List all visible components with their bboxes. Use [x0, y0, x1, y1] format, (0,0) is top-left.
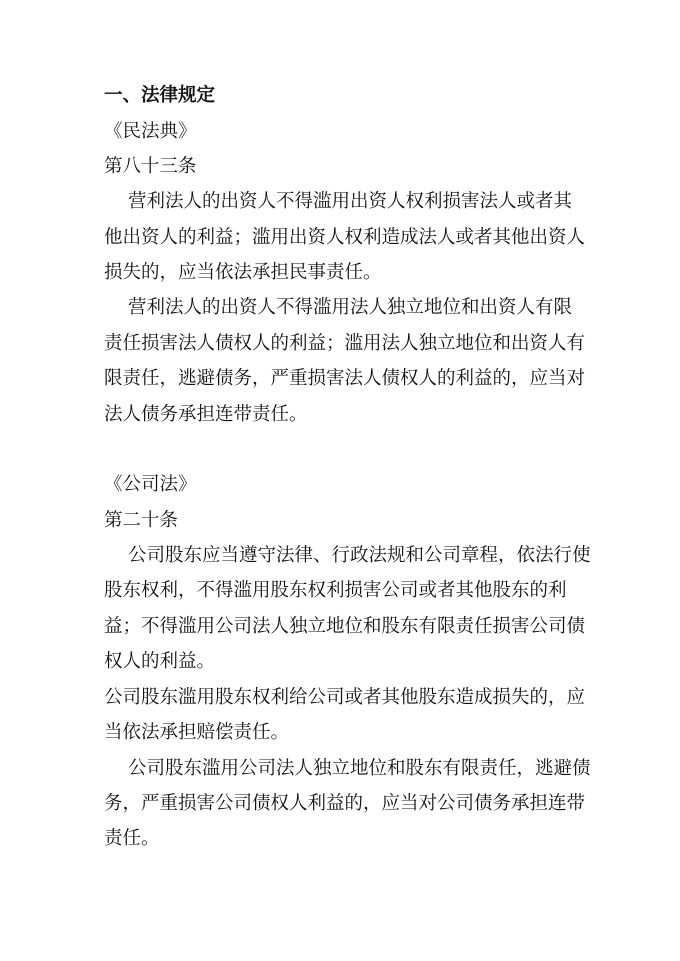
paragraph-line: 益；不得滥用公司法人独立地位和股东有限责任损害公司债 — [104, 616, 586, 637]
paragraph-line: 公司股东滥用股东权利给公司或者其他股东造成损失的，应 — [104, 687, 586, 708]
paragraph-line: 限责任，逃避债务，严重损害法人债权人的利益的，应当对 — [104, 368, 586, 389]
paragraph-line: 损失的，应当依法承担民事责任。 — [104, 262, 382, 283]
paragraph-line: 股东权利，不得滥用股东权利损害公司或者其他股东的利 — [104, 580, 567, 601]
paragraph-line: 责任。 — [104, 828, 160, 849]
law-title-civil-code: 《民法典》 — [104, 121, 197, 142]
article-title-83: 第八十三条 — [104, 156, 197, 177]
paragraph-line: 他出资人的利益；滥用出资人权利造成法人或者其他出资人 — [104, 227, 586, 248]
paragraph-line: 权人的利益。 — [104, 651, 216, 672]
paragraph-line: 法人债务承担连带责任。 — [104, 404, 308, 425]
section-heading: 一、法律规定 — [104, 85, 216, 106]
paragraph-line: 当依法承担赔偿责任。 — [104, 722, 290, 743]
paragraph-line: 责任损害法人债权人的利益；滥用法人独立地位和出资人有 — [104, 333, 586, 354]
paragraph-line: 务，严重损害公司债权人利益的，应当对公司债务承担连带 — [104, 793, 586, 814]
paragraph-line: 营利法人的出资人不得滥用出资人权利损害法人或者其 — [128, 191, 573, 212]
article-title-20: 第二十条 — [104, 510, 179, 531]
paragraph-line: 公司股东滥用公司法人独立地位和股东有限责任，逃避债 — [128, 758, 591, 779]
law-title-company-law: 《公司法》 — [104, 474, 197, 495]
paragraph-line: 营利法人的出资人不得滥用法人独立地位和出资人有限 — [128, 297, 573, 318]
paragraph-line: 公司股东应当遵守法律、行政法规和公司章程，依法行使 — [128, 545, 591, 566]
